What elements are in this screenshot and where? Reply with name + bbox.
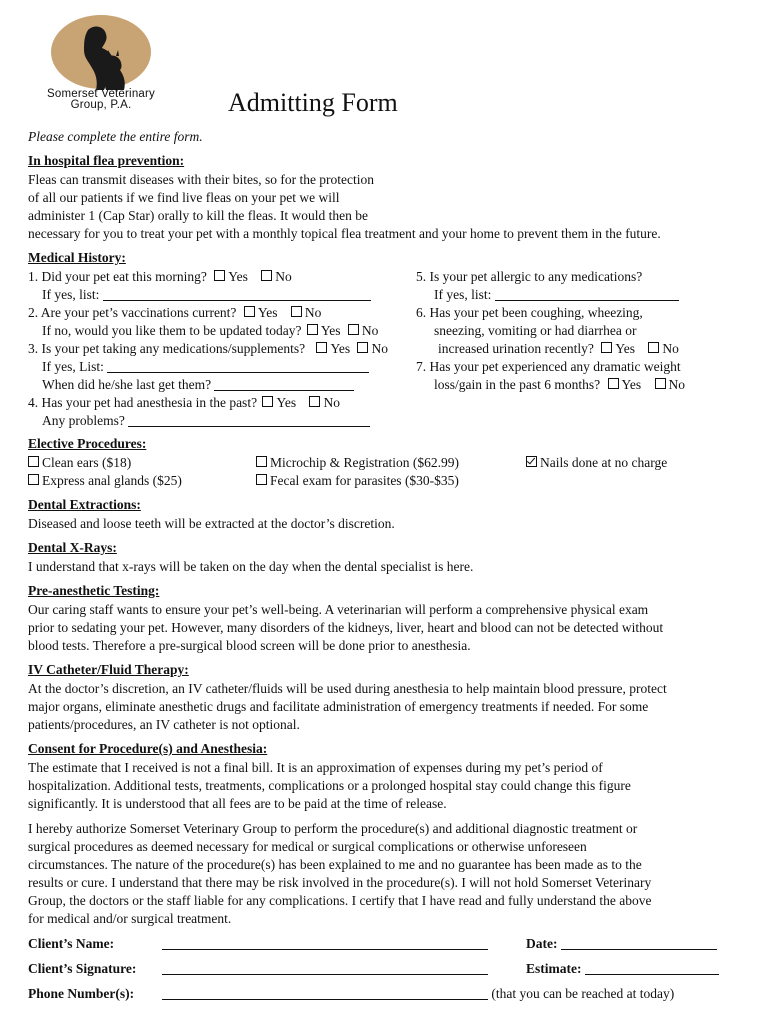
clinic-name-line1: Somerset Veterinary: [47, 88, 155, 100]
question-6-line-1: 6. Has your pet been coughing, wheezing,: [416, 305, 643, 320]
q1-no-checkbox[interactable]: [261, 270, 272, 281]
auth-line-4: results or cure. I understand that there may be risk involved in the procedure(s). I will not hold Somerset Veterinary: [28, 875, 652, 890]
q3-list-field[interactable]: [107, 359, 369, 373]
question-2-text: 2. Are your pet’s vaccinations current?: [28, 305, 237, 320]
elective-clean-ears: [28, 454, 131, 472]
question-7-line-2: [434, 376, 685, 394]
consent-line-1: The estimate that I received is not a final bill. It is an approximation of expenses during my pet’s period of: [28, 760, 603, 775]
q2-update-yes-label: Yes: [320, 323, 341, 338]
phone-note: (that you can be reached at today): [491, 986, 675, 1001]
question-7-line-1: 7. Has your pet experienced any dramatic weight: [416, 359, 681, 374]
consent-heading: Consent for Procedure(s) and Anesthesia:: [28, 741, 268, 756]
estimate-row: [526, 960, 719, 978]
fecal-checkbox[interactable]: [256, 474, 267, 485]
q6-yes-label: Yes: [615, 341, 635, 356]
q2-update-no-checkbox[interactable]: [348, 324, 359, 335]
flea-line-4: necessary for you to treat your pet with a monthly topical flea treatment and your home to prevent them in the future.: [28, 226, 661, 241]
auth-line-1: I hereby authorize Somerset Veterinary Group to perform the procedure(s) and additional diagnostic treatment or: [28, 821, 638, 836]
q3-when-label: When did he/she last get them?: [42, 377, 212, 392]
auth-line-2: surgical procedures as deemed necessary for medical or surgical complications or otherwise unforeseen: [28, 839, 587, 854]
question-4-text: 4. Has your pet had anesthesia in the past?: [28, 395, 258, 410]
client-name-row: [162, 935, 488, 953]
auth-line-3: circumstances. The nature of the procedure(s) has been explained to me and no guarantee has been made as to the: [28, 857, 642, 872]
clean-ears-label: Clean ears ($18): [42, 455, 132, 470]
flea-line-1: Fleas can transmit diseases with their bites, so for the protection: [28, 172, 375, 187]
q7-line-2-text: loss/gain in the past 6 months?: [434, 377, 601, 392]
q2-yes-checkbox[interactable]: [244, 306, 255, 317]
q5-list-label: If yes, list:: [434, 287, 492, 302]
q1-yes-label: Yes: [228, 269, 248, 284]
q5-list-field[interactable]: [495, 287, 679, 301]
question-5-sub: [434, 286, 679, 304]
clinic-name-line2: Group, P.A.: [70, 99, 132, 111]
client-signature-field[interactable]: [162, 961, 488, 975]
estimate-label: Estimate:: [526, 961, 582, 976]
question-1-sub: [42, 286, 371, 304]
fecal-label: Fecal exam for parasites ($30-$35): [270, 473, 459, 488]
phone-label: Phone Number(s):: [28, 986, 135, 1001]
question-3-sub-1: [42, 358, 369, 376]
dental-extractions-text: Diseased and loose teeth will be extracted at the doctor’s discretion.: [28, 516, 395, 531]
nails-label: Nails done at no charge: [540, 455, 668, 470]
phone-field[interactable]: [162, 986, 488, 1000]
iv-heading: IV Catheter/Fluid Therapy:: [28, 662, 189, 677]
question-6-line-3: [438, 340, 679, 358]
flea-line-3: administer 1 (Cap Star) orally to kill the fleas. It would then be: [28, 208, 369, 223]
auth-line-6: for medical and/or surgical treatment.: [28, 911, 232, 926]
client-signature-label: Client’s Signature:: [28, 961, 137, 976]
question-1: [28, 268, 292, 286]
flea-heading: In hospital flea prevention:: [28, 153, 185, 168]
dental-xrays-heading: Dental X-Rays:: [28, 540, 117, 555]
nails-checkbox[interactable]: [526, 456, 537, 467]
q1-yes-checkbox[interactable]: [214, 270, 225, 281]
q2-sub-text: If no, would you like them to be updated today?: [42, 323, 302, 338]
q6-line-3-text: increased urination recently?: [438, 341, 594, 356]
preanesthetic-line-1: Our caring staff wants to ensure your pet’s well-being. A veterinarian will perform a comprehensive physical exam: [28, 602, 649, 617]
q2-no-label: No: [304, 305, 322, 320]
q4-no-label: No: [323, 395, 340, 410]
question-3-sub-2: [42, 376, 354, 394]
clinic-name: [26, 89, 176, 111]
iv-line-2: major organs, eliminate anesthetic drugs and facilitate administration of emergency treatments if needed. For some: [28, 699, 649, 714]
q2-update-no-label: No: [361, 323, 379, 338]
q4-yes-checkbox[interactable]: [262, 396, 273, 407]
date-field[interactable]: [561, 936, 717, 950]
iv-line-3: patients/procedures, an IV catheter is not optional.: [28, 717, 300, 732]
question-2: [28, 304, 321, 322]
q4-problems-field[interactable]: [128, 413, 370, 427]
client-name-field[interactable]: [162, 936, 488, 950]
question-5: 5. Is your pet allergic to any medications?: [416, 269, 643, 284]
flea-line-2: of all our patients if we find live fleas on your pet we will: [28, 190, 340, 205]
q6-no-checkbox[interactable]: [648, 342, 659, 353]
question-1-text: 1. Did your pet eat this morning?: [28, 269, 207, 284]
microchip-checkbox[interactable]: [256, 456, 267, 467]
page-title: Admitting Form: [228, 88, 398, 117]
q7-yes-label: Yes: [621, 377, 642, 392]
q7-no-label: No: [668, 377, 686, 392]
q3-when-field[interactable]: [214, 377, 354, 391]
question-4: [28, 394, 340, 412]
elective-fecal: [256, 472, 459, 490]
q2-update-yes-checkbox[interactable]: [307, 324, 318, 335]
anal-glands-checkbox[interactable]: [28, 474, 39, 485]
question-3-text: 3. Is your pet taking any medications/supplements?: [28, 341, 306, 356]
q3-list-label: If yes, List:: [42, 359, 104, 374]
preanesthetic-line-3: blood tests. Therefore a pre-surgical blood screen will be done prior to anesthesia.: [28, 638, 471, 653]
dental-xrays-text: I understand that x-rays will be taken on the day when the dental specialist is here.: [28, 559, 474, 574]
q2-yes-label: Yes: [257, 305, 278, 320]
elective-nails: [526, 454, 667, 472]
phone-row: [162, 985, 674, 1003]
iv-line-1: At the doctor’s discretion, an IV catheter/fluids will be used during anesthesia to help maintain blood pressure, protect: [28, 681, 667, 696]
elective-microchip: [256, 454, 459, 472]
estimate-field[interactable]: [585, 961, 719, 975]
q6-no-label: No: [662, 341, 679, 356]
dental-extractions-heading: Dental Extractions:: [28, 497, 141, 512]
client-signature-row: [162, 960, 488, 978]
q1-list-label: If yes, list:: [42, 287, 100, 302]
anal-glands-label: Express anal glands ($25): [42, 473, 182, 488]
q4-yes-label: Yes: [276, 395, 297, 410]
q3-no-checkbox[interactable]: [357, 342, 368, 353]
q1-list-field[interactable]: [103, 287, 371, 301]
date-row: [526, 935, 717, 953]
q1-no-label: No: [275, 269, 292, 284]
question-2-sub: [42, 322, 378, 340]
q4-problems-label: Any problems?: [42, 413, 125, 428]
elective-anal-glands: [28, 472, 182, 490]
microchip-label: Microchip & Registration ($62.99): [270, 455, 459, 470]
question-3: [28, 340, 388, 358]
date-label: Date:: [526, 936, 558, 951]
consent-line-2: hospitalization. Additional tests, treatments, complications or a prolonged hospital stay could change this figure: [28, 778, 631, 793]
q4-no-checkbox[interactable]: [309, 396, 320, 407]
client-name-label: Client’s Name:: [28, 936, 115, 951]
clean-ears-checkbox[interactable]: [28, 456, 39, 467]
medical-heading: Medical History:: [28, 250, 126, 265]
auth-line-5: Group, the doctors or the staff liable for any complications. I certify that I have read and fully understand the above: [28, 893, 652, 908]
q3-no-label: No: [371, 341, 388, 356]
q6-yes-checkbox[interactable]: [601, 342, 612, 353]
elective-heading: Elective Procedures:: [28, 436, 147, 451]
q3-yes-checkbox[interactable]: [316, 342, 327, 353]
question-6-line-2: sneezing, vomiting or had diarrhea or: [434, 323, 637, 338]
preanesthetic-heading: Pre-anesthetic Testing:: [28, 583, 160, 598]
question-4-sub: [42, 412, 370, 430]
consent-line-3: significantly. It is understood that all fees are to be paid at the time of release.: [28, 796, 447, 811]
q3-yes-label: Yes: [330, 341, 351, 356]
instructions: Please complete the entire form.: [28, 129, 203, 144]
preanesthetic-line-2: prior to sedating your pet. However, many disorders of the kidneys, liver, heart and blood can not be detected without: [28, 620, 664, 635]
q7-no-checkbox[interactable]: [655, 378, 666, 389]
q2-no-checkbox[interactable]: [291, 306, 302, 317]
q7-yes-checkbox[interactable]: [608, 378, 619, 389]
